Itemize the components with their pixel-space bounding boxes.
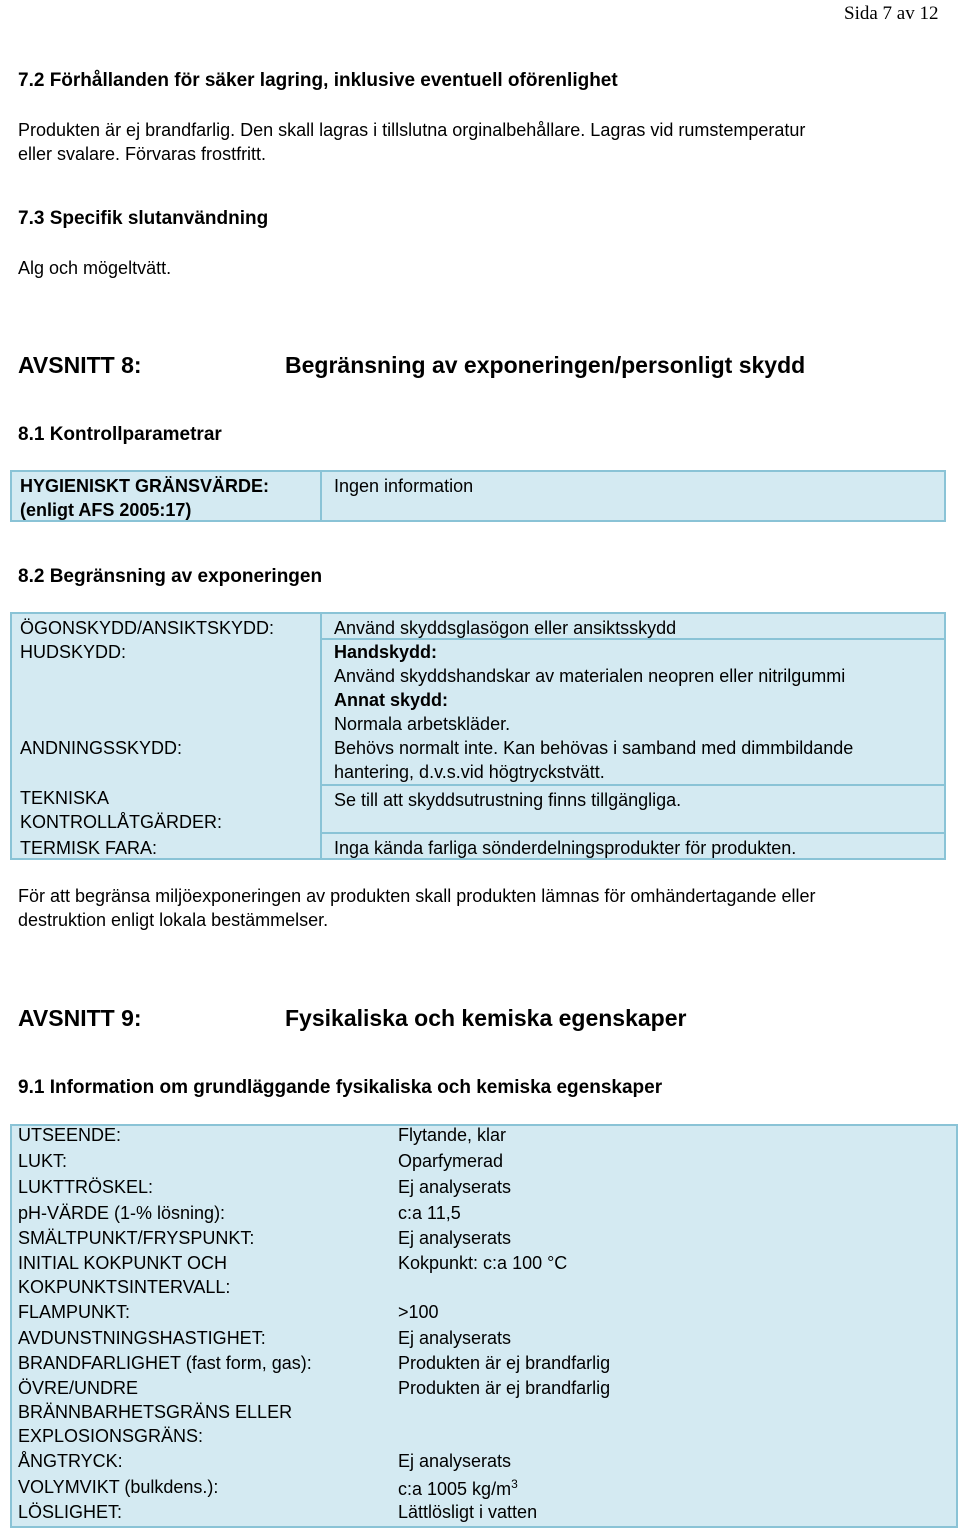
property-label-odour-threshold: LUKTTRÖSKEL:: [18, 1177, 154, 1197]
property-label-explosion-limits: ÖVRE/UNDRE: [18, 1378, 139, 1398]
property-value-odour-threshold: Ej analyserats: [398, 1177, 512, 1197]
property-value-boiling-point: Kokpunkt: c:a 100 °C: [398, 1253, 568, 1273]
hygiene-limit-value: Ingen information: [334, 476, 474, 496]
section-8-2-heading: 8.2 Begränsning av exponeringen: [18, 566, 323, 587]
storage-text-line-2: eller svalare. Förvaras frostfritt.: [18, 144, 267, 164]
section-7-3-heading: 7.3 Specifik slutanvändning: [18, 208, 269, 229]
hygiene-limit-label-line-1: HYGIENISKT GRÄNSVÄRDE:: [20, 476, 270, 496]
bulk-density-unit-superscript: 3: [511, 1477, 518, 1491]
property-label-flammability: BRANDFARLIGHET (fast form, gas):: [18, 1353, 312, 1373]
property-label-evaporation-rate: AVDUNSTNINGSHASTIGHET:: [18, 1328, 266, 1348]
section-9-1-heading: 9.1 Information om grundläggande fysikaliska och kemiska egenskaper: [18, 1077, 663, 1098]
section-7-2-heading: 7.2 Förhållanden för säker lagring, inklusive eventuell oförenlighet: [18, 70, 618, 91]
eye-protection-value-cell: [320, 612, 946, 640]
property-value-ph: c:a 11,5: [398, 1203, 461, 1223]
property-label-odour: LUKT:: [18, 1151, 68, 1171]
bulk-density-value-text: c:a 1005 kg/m: [398, 1479, 512, 1499]
property-value-odour: Oparfymerad: [398, 1151, 504, 1171]
property-label-appearance: UTSEENDE:: [18, 1125, 122, 1145]
property-value-flammability: Produkten är ej brandfarlig: [398, 1353, 611, 1373]
hygiene-limit-value-cell: [320, 470, 946, 522]
end-use-text: Alg och mögeltvätt.: [18, 258, 172, 278]
property-label-boiling-point: INITIAL KOKPUNKT OCH: [18, 1253, 228, 1273]
technical-controls-label-line-2: KONTROLLÅTGÄRDER:: [20, 812, 223, 832]
section-8-1-heading: 8.1 Kontrollparametrar: [18, 424, 222, 445]
environment-text-line-1: För att begränsa miljöexponeringen av produkten skall produkten lämnas för omhändertagande eller: [18, 886, 816, 906]
section-8-title: Begränsning av exponeringen/personligt skydd: [285, 352, 806, 378]
respiratory-protection-value-line-2: hantering, d.v.s.vid högtryckstvätt.: [334, 762, 605, 782]
property-label-solubility: LÖSLIGHET:: [18, 1502, 123, 1522]
section-9-label: AVSNITT 9:: [18, 1005, 142, 1031]
property-value-melting-point: Ej analyserats: [398, 1228, 512, 1248]
property-label-vapour-pressure: ÅNGTRYCK:: [18, 1451, 123, 1471]
other-protection-value: Normala arbetskläder.: [334, 714, 511, 734]
hand-protection-value: Använd skyddshandskar av materialen neopren eller nitrilgummi: [334, 666, 846, 686]
property-value-appearance: Flytande, klar: [398, 1125, 507, 1145]
property-value-solubility: Lättlösligt i vatten: [398, 1502, 538, 1522]
hygiene-limit-label-line-2: (enligt AFS 2005:17): [20, 500, 192, 520]
property-value-vapour-pressure: Ej analyserats: [398, 1451, 512, 1471]
hand-protection-label: Handskydd:: [334, 642, 438, 662]
property-label-melting-point: SMÄLTPUNKT/FRYSPUNKT:: [18, 1228, 255, 1248]
other-protection-label: Annat skydd:: [334, 690, 449, 710]
property-label-explosion-limits-line-3: EXPLOSIONSGRÄNS:: [18, 1426, 204, 1446]
property-label-ph: pH-VÄRDE (1-% lösning):: [18, 1203, 226, 1223]
eye-protection-label: ÖGONSKYDD/ANSIKTSKYDD:: [20, 618, 275, 638]
property-value-explosion-limits: Produkten är ej brandfarlig: [398, 1378, 611, 1398]
property-label-flash-point: FLAMPUNKT:: [18, 1302, 131, 1322]
respiratory-protection-label: ANDNINGSSKYDD:: [20, 738, 183, 758]
section-8-label: AVSNITT 8:: [18, 352, 142, 378]
property-label-boiling-point-line-2: KOKPUNKTSINTERVALL:: [18, 1277, 231, 1297]
skin-respiratory-value-cell: [320, 638, 946, 786]
property-value-flash-point: >100: [398, 1302, 439, 1322]
section-9-title: Fysikaliska och kemiska egenskaper: [285, 1005, 687, 1031]
property-value-bulk-density: [398, 1477, 518, 1500]
exposure-labels-cell: [10, 612, 322, 860]
thermal-hazard-value: Inga kända farliga sönderdelningsprodukter för produkten.: [334, 838, 797, 858]
thermal-hazard-label: TERMISK FARA:: [20, 838, 158, 858]
thermal-hazard-value-cell: [320, 832, 946, 860]
technical-controls-label-line-1: TEKNISKA: [20, 788, 110, 808]
technical-controls-value: Se till att skyddsutrustning finns tillgängliga.: [334, 790, 682, 810]
property-label-bulk-density: VOLYMVIKT (bulkdens.):: [18, 1477, 219, 1497]
environment-text-line-2: destruktion enligt lokala bestämmelser.: [18, 910, 329, 930]
skin-protection-label: HUDSKYDD:: [20, 642, 127, 662]
storage-text-line-1: Produkten är ej brandfarlig. Den skall lagras i tillslutna orginalbehållare. Lagras vid rumstemperatur: [18, 120, 806, 140]
property-label-explosion-limits-line-2: BRÄNNBARHETSGRÄNS ELLER: [18, 1402, 293, 1422]
technical-controls-value-cell: [320, 784, 946, 834]
hygiene-limit-label-cell: [10, 470, 322, 522]
eye-protection-value: Använd skyddsglasögon eller ansiktsskydd: [334, 618, 677, 638]
page-number: Sida 7 av 12: [844, 3, 939, 24]
respiratory-protection-value-line-1: Behövs normalt inte. Kan behövas i samband med dimmbildande: [334, 738, 854, 758]
property-value-evaporation-rate: Ej analyserats: [398, 1328, 512, 1348]
